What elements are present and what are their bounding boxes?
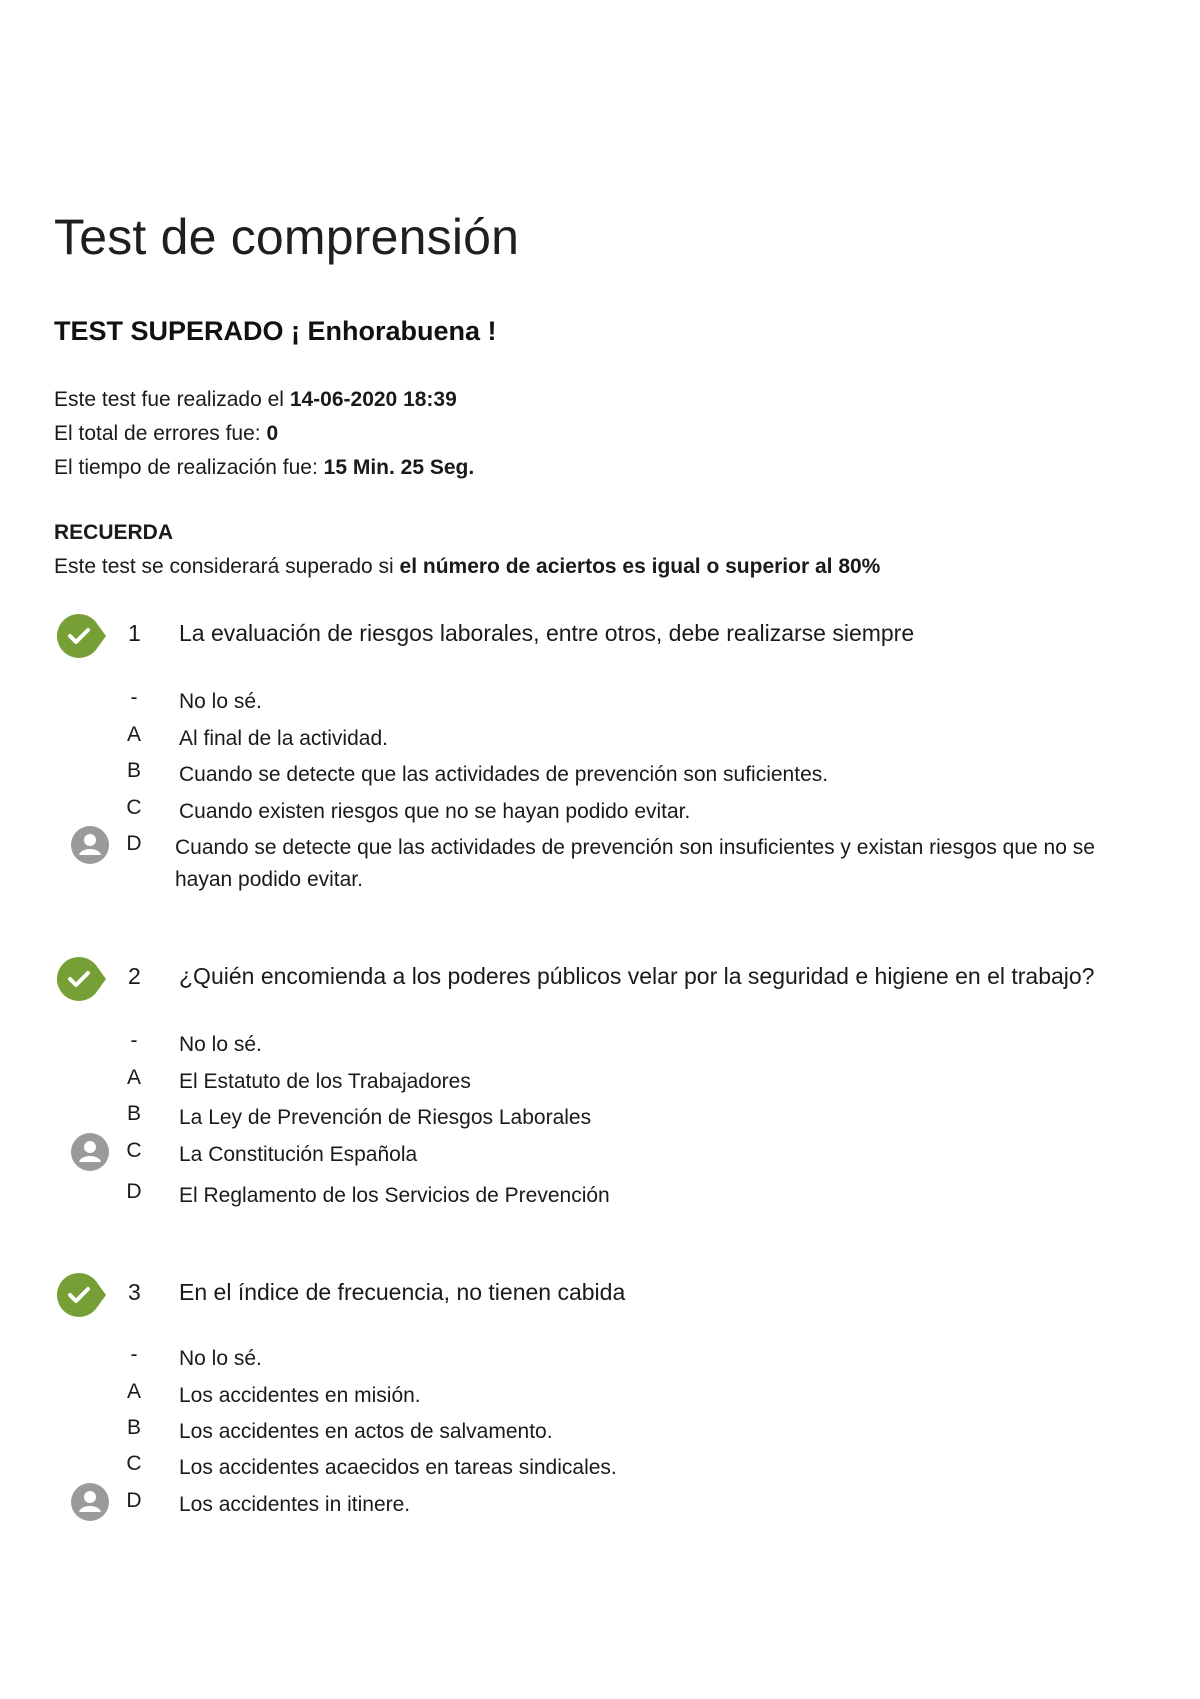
option-text: Los accidentes acaecidos en tareas sindicales.	[179, 1456, 617, 1479]
user-circle-icon	[71, 1483, 109, 1521]
question-text: ¿Quién encomienda a los poderes públicos velar por la seguridad e higiene en el trabajo?	[179, 963, 1095, 989]
option-letter: -	[130, 1343, 138, 1366]
info-errores	[54, 417, 474, 451]
option-text: El Reglamento de los Servicios de Prevención	[179, 1184, 610, 1207]
option-letter: D	[126, 1180, 142, 1203]
option-text: Cuando existen riesgos que no se hayan podido evitar.	[179, 800, 691, 823]
user-circle-icon	[71, 1133, 109, 1171]
check-circle-icon	[55, 955, 107, 1003]
option-text: Al final de la actividad.	[179, 727, 388, 750]
option-text: Cuando se detecte que las actividades de prevención son insuficientes y existan riesgos que no se hayan podido evitar.	[175, 836, 1095, 891]
question-number: 1	[128, 620, 141, 646]
option-text: La Ley de Prevención de Riesgos Laborales	[179, 1106, 592, 1129]
result-heading: TEST SUPERADO ¡ Enhorabuena !	[54, 316, 497, 346]
question-header	[0, 953, 1200, 1009]
option-letter: A	[126, 723, 141, 746]
option-letter: B	[126, 759, 141, 782]
question-number: 3	[128, 1279, 141, 1305]
option-letter: D	[126, 1489, 142, 1512]
page-title: Test de comprensión	[54, 209, 520, 265]
check-circle-icon	[55, 1271, 107, 1319]
option-text: No lo sé.	[179, 1033, 262, 1056]
option-text: Los accidentes en misión.	[179, 1384, 421, 1407]
info-tiempo-value: 15 Min. 25 Seg.	[323, 456, 475, 479]
user-circle-icon	[71, 826, 109, 864]
option-letter: A	[126, 1066, 141, 1089]
option-letter: C	[126, 1452, 142, 1475]
option-text: Los accidentes en actos de salvamento.	[179, 1420, 553, 1443]
recuerda-label: RECUERDA	[54, 521, 174, 544]
option-letter: C	[126, 796, 142, 819]
info-tiempo	[54, 451, 474, 485]
option-letter: A	[126, 1380, 141, 1403]
recuerda-bold-text: el número de aciertos es igual o superior al 80%	[399, 555, 881, 578]
question-text: La evaluación de riesgos laborales, entre otros, debe realizarse siempre	[179, 620, 915, 646]
info-tiempo-label: El tiempo de realización fue:	[54, 456, 324, 479]
question-header	[0, 610, 1200, 666]
test-info	[54, 383, 474, 485]
recuerda-text: Este test se considerará superado si	[54, 555, 400, 578]
question-text: En el índice de frecuencia, no tienen cabida	[179, 1279, 626, 1305]
info-realizado-label: Este test fue realizado el	[54, 388, 290, 411]
check-circle-icon	[55, 612, 107, 660]
option-text: La Constitución Española	[179, 1143, 418, 1166]
option-text: Cuando se detecte que las actividades de prevención son suficientes.	[179, 763, 829, 786]
info-realizado-value: 14-06-2020 18:39	[289, 388, 457, 411]
option-text: Los accidentes in itinere.	[179, 1493, 411, 1516]
recuerda-box	[54, 516, 880, 584]
option-letter: C	[126, 1139, 142, 1162]
option-letter: D	[126, 832, 142, 855]
option-text: No lo sé.	[179, 690, 262, 713]
option-text: El Estatuto de los Trabajadores	[179, 1070, 471, 1093]
option-letter: B	[126, 1102, 141, 1125]
option-letter: -	[130, 686, 138, 709]
option-letter: B	[126, 1416, 141, 1439]
option-letter: -	[130, 1029, 138, 1052]
info-errores-value: 0	[266, 422, 279, 445]
question-number: 2	[128, 963, 141, 989]
info-realizado	[54, 383, 474, 417]
question-header	[0, 1269, 1200, 1325]
option-text: No lo sé.	[179, 1347, 262, 1370]
info-errores-label: El total de errores fue:	[54, 422, 267, 445]
